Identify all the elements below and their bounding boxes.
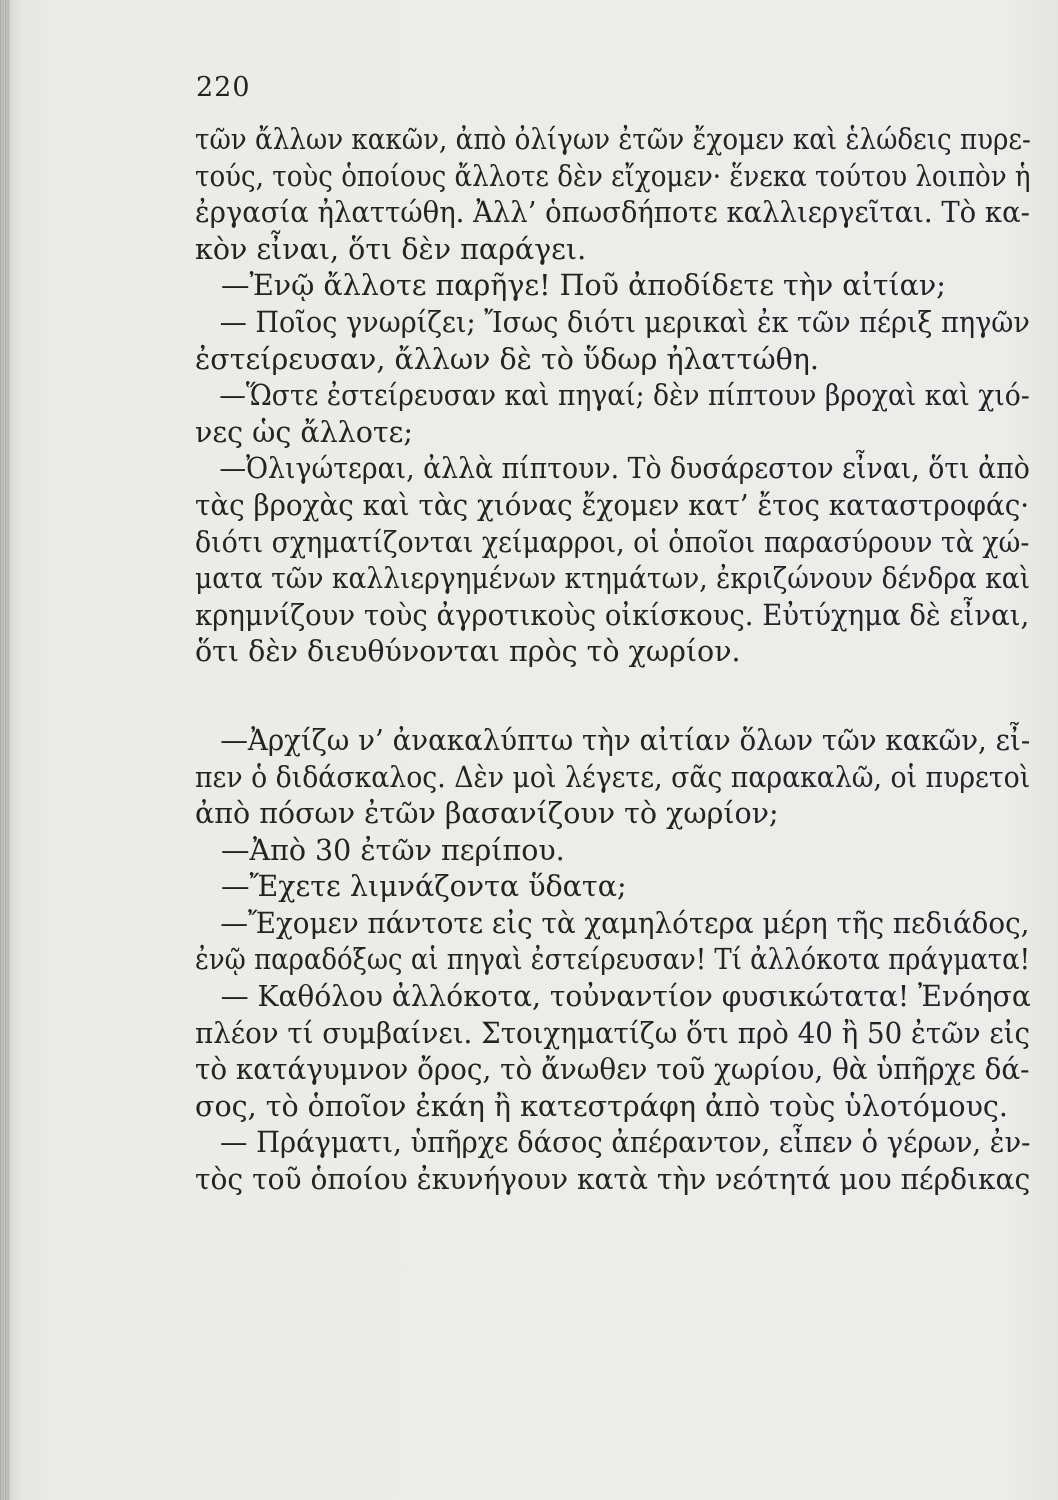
text-line: πεν ὁ διδάσκαλος. Δὲν μοὶ λέγετε, σᾶς παρακαλῶ, οἱ πυρετοὶ	[195, 760, 1031, 794]
text-line: τῶν ἄλλων κακῶν, ἀπὸ ὀλίγων ἐτῶν ἔχομεν καὶ ἑλώδεις πυρε-	[195, 123, 1031, 156]
text-line: ὅτι δὲν διευθύνονται πρὸς τὸ χωρίον.	[195, 635, 741, 669]
dialogue-line: — Καθόλου ἀλλόκοτα, τοὐναντίον φυσικώτατα! Ἐνόησα	[220, 980, 1031, 1014]
dialogue-line: —Ἐνῷ ἄλλοτε παρῆγε! Ποῦ ἀποδίδετε τὴν αἰτίαν;	[221, 269, 946, 303]
text-line: διότι σχηματίζονται χείμαρροι, οἱ ὁποῖοι παρασύρουν τὰ χώ-	[195, 525, 1030, 559]
text-line: κὸν εἶναι, ὅτι δὲν παράγει.	[195, 232, 587, 266]
page-number: 220	[196, 72, 251, 103]
dialogue-line: —Ἀπὸ 30 ἐτῶν περίπου.	[221, 833, 565, 867]
dialogue-line: —Ὀλιγώτεραι, ἀλλὰ πίπτουν. Τὸ δυσάρεστον εἶναι, ὅτι ἀπὸ	[219, 452, 1030, 486]
dialogue-line: — Πράγματι, ὑπῆρχε δάσος ἀπέραντον, εἶπεν ὁ γέρων, ἐν-	[219, 1126, 1031, 1160]
dialogue-line: — Ποῖος γνωρίζει; Ἴσως διότι μερικαὶ ἐκ τῶν πέριξ πηγῶν	[219, 305, 1030, 339]
text-line: ἐστείρευσαν, ἄλλων δὲ τὸ ὕδωρ ἠλαττώθη.	[195, 342, 819, 376]
dialogue-line: —Ὥστε ἐστείρευσαν καὶ πηγαί; δὲν πίπτουν βροχαὶ καὶ χιό-	[219, 379, 1030, 413]
dialogue-line: —Ἔχομεν πάντοτε εἰς τὰ χαμηλότερα μέρη τῆς πεδιάδος,	[220, 906, 1030, 940]
text-line: ματα τῶν καλλιεργημένων κτημάτων, ἐκριζώνουν δένδρα καὶ	[195, 562, 1031, 596]
text-line: κρημνίζουν τοὺς ἀγροτικοὺς οἰκίσκους. Εὐτύχημα δὲ εἶναι,	[195, 598, 1030, 632]
dialogue-line: —Ἔχετε λιμνάζοντα ὕδατα;	[221, 870, 627, 904]
text-line: τούς, τοὺς ὁποίους ἄλλοτε δὲν εἴχομεν· ἕνεκα τούτου λοιπὸν ἡ	[195, 159, 1031, 193]
text-line: τὰς βροχὰς καὶ τὰς χιόνας ἔχομεν κατ’ ἔτος καταστροφάς·	[195, 488, 1030, 522]
text-line: σος, τὸ ὁποῖον ἐκάη ἢ κατεστράφη ἀπὸ τοὺς ὑλοτόμους.	[195, 1089, 1008, 1123]
section-gap	[195, 671, 1030, 723]
text-line: τὸς τοῦ ὁποίου ἐκυνήγουν κατὰ τὴν νεότητά μου πέρδικας	[195, 1163, 1031, 1197]
text-line: ἐργασία ἠλαττώθη. Ἀλλ’ ὁπωσδήποτε καλλιεργεῖται. Τὸ κα-	[195, 196, 1030, 230]
dialogue-line: —Ἀρχίζω ν’ ἀνακαλύπτω τὴν αἰτίαν ὅλων τῶν κακῶν, εἶ-	[220, 723, 1031, 757]
body-text	[195, 122, 1030, 1199]
text-line: νες ὡς ἄλλοτε;	[195, 415, 414, 449]
text-line: ἐνῷ παραδόξως αἱ πηγαὶ ἐστείρευσαν! Τί ἀλλόκοτα πράγματα!	[195, 943, 1031, 977]
text-line: τὸ κατάγυμνον ὄρος, τὸ ἄνωθεν τοῦ χωρίου, θὰ ὑπῆρχε δά-	[195, 1053, 1030, 1087]
text-line: πλέον τί συμβαίνει. Στοιχηματίζω ὅτι πρὸ 40 ἢ 50 ἐτῶν εἰς	[195, 1016, 1031, 1050]
page-spine-edge	[0, 0, 10, 1500]
text-line: ἀπὸ πόσων ἐτῶν βασανίζουν τὸ χωρίον;	[195, 797, 779, 831]
